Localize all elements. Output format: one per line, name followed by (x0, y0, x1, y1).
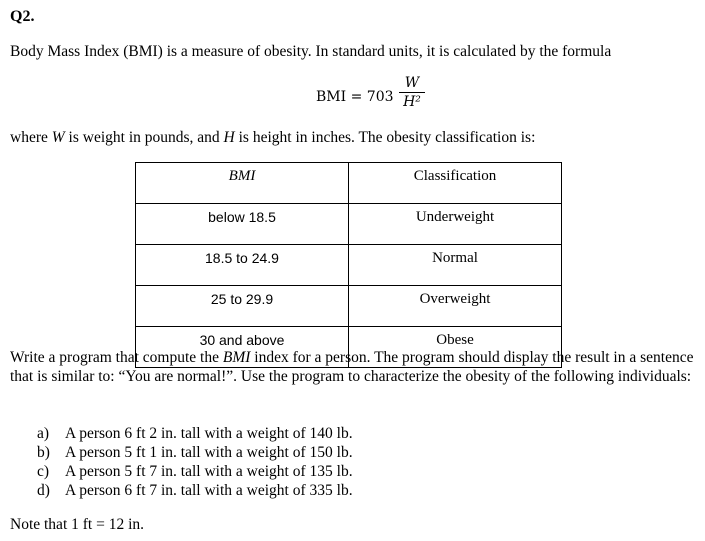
header-bmi: BMI (136, 163, 349, 204)
bmi-range-cell: 30 and above (136, 327, 349, 368)
where-text-3: is height in inches. The obesity classification is: (234, 129, 536, 146)
individuals-list (37, 424, 353, 500)
where-paragraph (10, 128, 700, 147)
list-item-text: A person 5 ft 7 in. tall with a weight of 135 lb. (65, 463, 353, 480)
formula-denominator: H² (403, 94, 421, 110)
question-title: Q2. (10, 8, 35, 25)
task-paragraph (10, 348, 700, 386)
where-text-2: is weight in pounds, and (64, 129, 224, 146)
list-item-text: A person 6 ft 2 in. tall with a weight of 140 lb. (65, 425, 353, 442)
classification-cell: Normal (349, 245, 562, 286)
intro-paragraph: Body Mass Index (BMI) is a measure of obesity. In standard units, it is calculated by the formula (10, 43, 612, 60)
classification-table (135, 162, 562, 368)
list-item-text: A person 6 ft 7 in. tall with a weight of 335 lb. (65, 482, 353, 499)
task-text-2: index for a person. The program should display the result in a sentence that is similar to: “You are normal!”. Use the program to characterize the obesity of the following individuals: (10, 349, 694, 385)
weight-variable: W (51, 129, 65, 146)
bmi-range-cell: 18.5 to 24.9 (136, 245, 349, 286)
list-item (37, 462, 353, 481)
header-classification: Classification (349, 163, 562, 204)
classification-table-wrap (135, 162, 562, 368)
task-text-1: Write a program that compute the (10, 349, 223, 366)
list-item-label: a) (37, 425, 50, 442)
formula-lhs: BMI = 703 (316, 89, 394, 105)
formula-numerator: W (404, 75, 420, 91)
list-item (37, 443, 353, 462)
formula-fraction (399, 74, 425, 111)
list-item (37, 481, 353, 500)
bmi-range-cell: 25 to 29.9 (136, 286, 349, 327)
list-item-label: c) (37, 463, 50, 480)
table-row (136, 245, 562, 286)
unit-note: Note that 1 ft = 12 in. (10, 516, 145, 533)
classification-cell: Overweight (349, 286, 562, 327)
list-item-text: A person 5 ft 1 in. tall with a weight of 150 lb. (65, 444, 353, 461)
bmi-range-cell: below 18.5 (136, 204, 349, 245)
bmi-variable: BMI (222, 349, 251, 366)
classification-cell: Underweight (349, 204, 562, 245)
table-row (136, 204, 562, 245)
list-item (37, 424, 353, 443)
classification-cell: Obese (349, 327, 562, 368)
height-variable: H (223, 129, 235, 146)
list-item-label: d) (37, 482, 50, 499)
table-row (136, 286, 562, 327)
list-item-label: b) (37, 444, 50, 461)
table-header-row (136, 163, 562, 204)
where-text-1: where (10, 129, 52, 146)
